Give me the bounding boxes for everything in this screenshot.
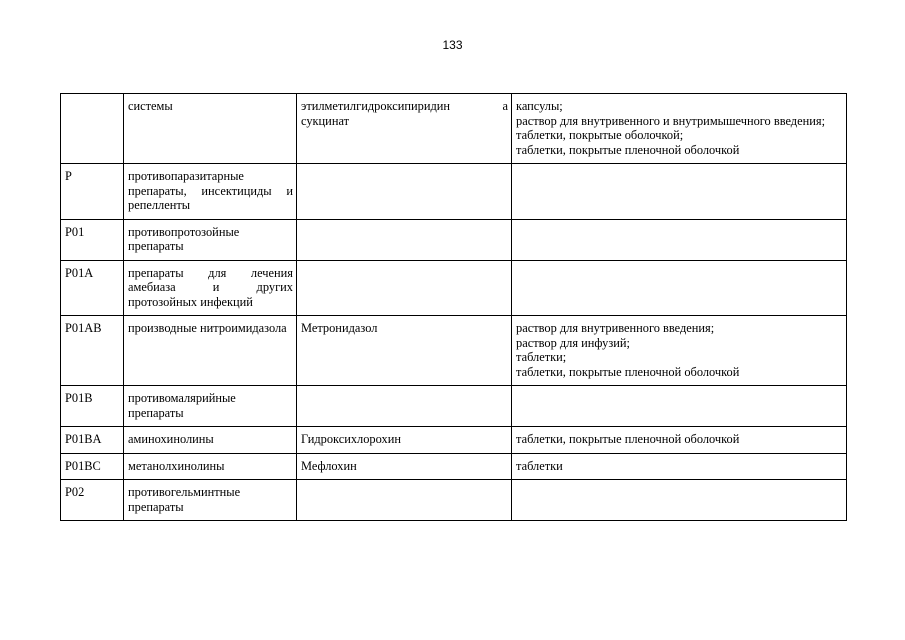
group-name-word: метанолхинолины	[128, 458, 225, 473]
group-name-word: для	[208, 265, 227, 280]
table-row	[61, 453, 847, 480]
group-name-cell	[124, 427, 297, 454]
group-name-word: противомалярийные	[128, 391, 236, 405]
drug-name-line	[301, 99, 508, 114]
dosage-forms-cell	[512, 260, 847, 316]
drug-name-word: а	[502, 99, 508, 113]
drug-name-word: этилметилгидроксипиридин	[301, 99, 451, 113]
atc-code-cell	[61, 260, 124, 316]
table-row	[61, 427, 847, 454]
atc-code: P	[65, 169, 72, 183]
dosage-forms-cell	[512, 316, 847, 386]
drug-name-cell	[297, 219, 512, 260]
table-row	[61, 164, 847, 220]
group-name-line	[128, 500, 293, 515]
group-name-word: других	[256, 280, 293, 294]
atc-code-cell	[61, 453, 124, 480]
table-row	[61, 219, 847, 260]
group-name-word: препараты	[128, 239, 184, 253]
group-name-word: аминохинолины	[128, 432, 214, 446]
group-name-word: амебиаза	[128, 280, 176, 294]
dosage-form: таблетки	[516, 458, 563, 473]
table-row	[61, 260, 847, 316]
group-name-word: инсектициды	[201, 183, 272, 198]
group-name-word: протозойных инфекций	[128, 294, 253, 309]
table-row	[61, 94, 847, 164]
group-name-cell	[124, 316, 297, 386]
table-row	[61, 480, 847, 521]
group-name-line	[128, 295, 293, 310]
group-name-line	[128, 485, 293, 500]
drug-name-cell	[297, 316, 512, 386]
dosage-forms-cell	[512, 453, 847, 480]
atc-code: P01BA	[65, 432, 102, 446]
group-name-line	[128, 280, 293, 295]
dosage-form: раствор для инфузий;	[516, 335, 630, 350]
group-name-word: системы	[128, 99, 173, 113]
group-name-word: препараты	[128, 405, 184, 420]
group-name-line	[128, 406, 293, 421]
atc-code-cell	[61, 480, 124, 521]
dosage-forms-cell	[512, 219, 847, 260]
dosage-forms-cell	[512, 94, 847, 164]
dosage-form: таблетки, покрытые пленочной оболочкой	[516, 432, 740, 446]
atc-code-cell	[61, 219, 124, 260]
group-name-line	[128, 169, 293, 184]
dosage-form: капсулы;	[516, 99, 563, 113]
atc-code: P01BC	[65, 458, 101, 473]
group-name-word: и	[286, 183, 293, 198]
drug-name-cell	[297, 480, 512, 521]
drug-name: Гидроксихлорохин	[301, 432, 401, 446]
group-name-word: репелленты	[128, 198, 191, 212]
group-name-word: лечения	[250, 265, 293, 280]
drug-name-cell	[297, 260, 512, 316]
group-name-line	[128, 225, 293, 240]
drug-name-cell	[297, 164, 512, 220]
atc-code-cell	[61, 94, 124, 164]
group-name-cell	[124, 164, 297, 220]
dosage-forms-cell	[512, 427, 847, 454]
group-name-line	[128, 391, 293, 406]
group-name-cell	[124, 94, 297, 164]
dosage-forms-cell	[512, 386, 847, 427]
group-name-word: препараты	[128, 265, 184, 280]
group-name-word: противопротозойные	[128, 224, 240, 239]
page-number: 133	[442, 38, 463, 52]
dosage-form: раствор для внутривенного введения;	[516, 321, 715, 335]
group-name-cell	[124, 219, 297, 260]
atc-code: P01	[65, 224, 85, 239]
drug-table	[60, 93, 847, 521]
atc-code: P01AB	[65, 321, 102, 335]
atc-code-cell	[61, 316, 124, 386]
dosage-form: таблетки, покрытые пленочной оболочкой	[516, 142, 740, 157]
group-name-line	[128, 198, 293, 213]
atc-code-cell	[61, 386, 124, 427]
table-row	[61, 386, 847, 427]
group-name-line	[128, 184, 293, 199]
atc-code-cell	[61, 164, 124, 220]
drug-name: Метронидазол	[301, 321, 378, 335]
group-name-word: препараты,	[128, 183, 187, 198]
table-row	[61, 316, 847, 386]
drug-name-cell	[297, 94, 512, 164]
group-name-word: противогельминтные	[128, 485, 241, 499]
group-name-line	[128, 459, 293, 474]
table-body	[61, 94, 847, 521]
group-name-line	[128, 239, 293, 254]
dosage-form: таблетки, покрытые пленочной оболочкой	[516, 364, 740, 379]
group-name-cell	[124, 260, 297, 316]
atc-code: P02	[65, 485, 85, 499]
dosage-forms-cell	[512, 480, 847, 521]
dosage-form: раствор для внутривенного и внутримышечного введения;	[516, 113, 826, 128]
drug-name-cell	[297, 453, 512, 480]
group-name-line	[128, 266, 293, 281]
group-name-word: противопаразитарные	[128, 169, 244, 183]
atc-code: P01A	[65, 265, 94, 280]
group-name-cell	[124, 386, 297, 427]
drug-name: Мефлохин	[301, 458, 357, 473]
dosage-form: таблетки;	[516, 350, 567, 364]
dosage-forms-cell	[512, 164, 847, 220]
atc-code: P01B	[65, 391, 93, 405]
group-name-line	[128, 321, 293, 336]
atc-code-cell	[61, 427, 124, 454]
group-name-line	[128, 432, 293, 447]
group-name-line	[128, 99, 293, 114]
group-name-word: производные нитроимидазола	[128, 321, 287, 335]
drug-name-cell	[297, 386, 512, 427]
group-name-cell	[124, 453, 297, 480]
group-name-cell	[124, 480, 297, 521]
drug-name-line	[301, 114, 508, 129]
dosage-form: таблетки, покрытые оболочкой;	[516, 128, 684, 142]
drug-name-cell	[297, 427, 512, 454]
group-name-word: препараты	[128, 499, 184, 514]
group-name-word: и	[212, 280, 220, 294]
drug-name-word: сукцинат	[301, 113, 350, 128]
